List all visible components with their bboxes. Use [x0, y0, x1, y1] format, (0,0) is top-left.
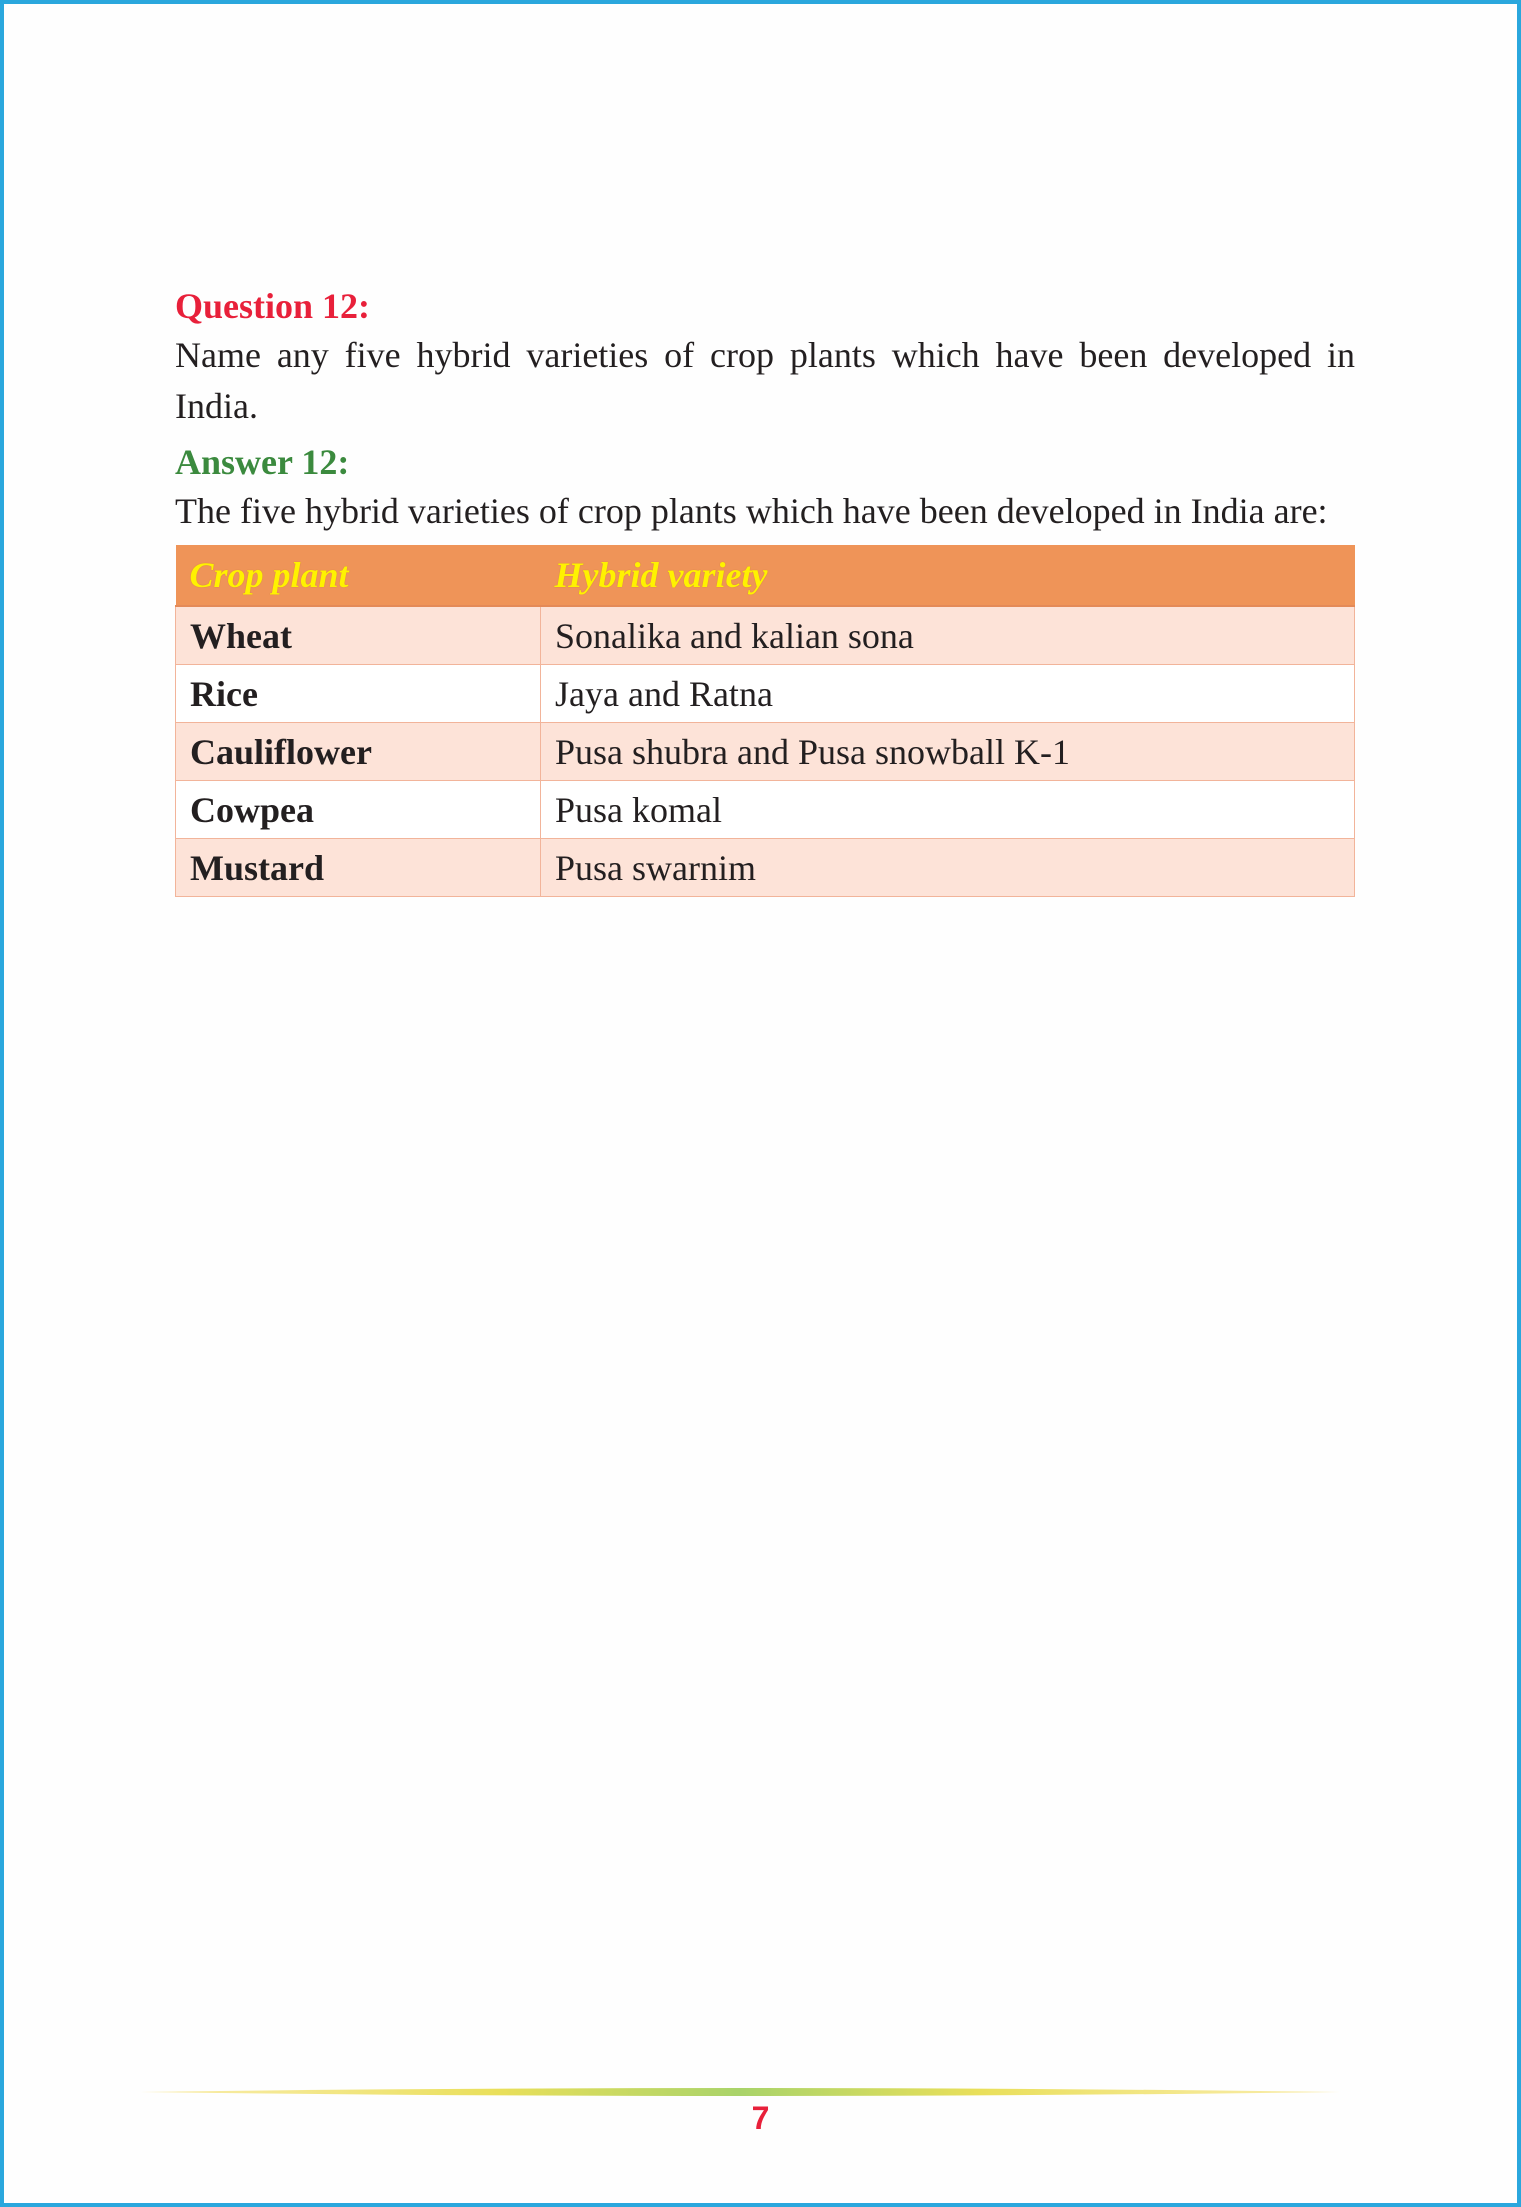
table-row [176, 839, 1355, 897]
header-hybrid-variety: Hybrid variety [541, 545, 1355, 606]
crop-cell: Wheat [176, 606, 541, 665]
crop-cell: Rice [176, 665, 541, 723]
variety-cell: Pusa komal [541, 781, 1355, 839]
crop-cell: Cowpea [176, 781, 541, 839]
variety-cell: Jaya and Ratna [541, 665, 1355, 723]
page-content [175, 282, 1355, 897]
table-row [176, 723, 1355, 781]
header-crop-plant: Crop plant [176, 545, 541, 606]
table-row [176, 606, 1355, 665]
answer-text: The five hybrid varieties of crop plants which have been developed in India are: [175, 491, 1328, 531]
page-number: 7 [751, 2100, 770, 2136]
hybrid-varieties-table [175, 545, 1355, 897]
table-row [176, 781, 1355, 839]
question-heading: Question 12: [175, 286, 371, 326]
table-row [176, 665, 1355, 723]
question-text: Name any five hybrid varieties of crop plants which have been developed in India. [175, 335, 1355, 426]
answer-heading: Answer 12: [175, 442, 350, 482]
table-header-row [176, 545, 1355, 606]
crop-cell: Mustard [176, 839, 541, 897]
variety-cell: Pusa swarnim [541, 839, 1355, 897]
footer-divider [140, 2086, 1340, 2098]
crop-cell: Cauliflower [176, 723, 541, 781]
variety-cell: Sonalika and kalian sona [541, 606, 1355, 665]
variety-cell: Pusa shubra and Pusa snowball K-1 [541, 723, 1355, 781]
